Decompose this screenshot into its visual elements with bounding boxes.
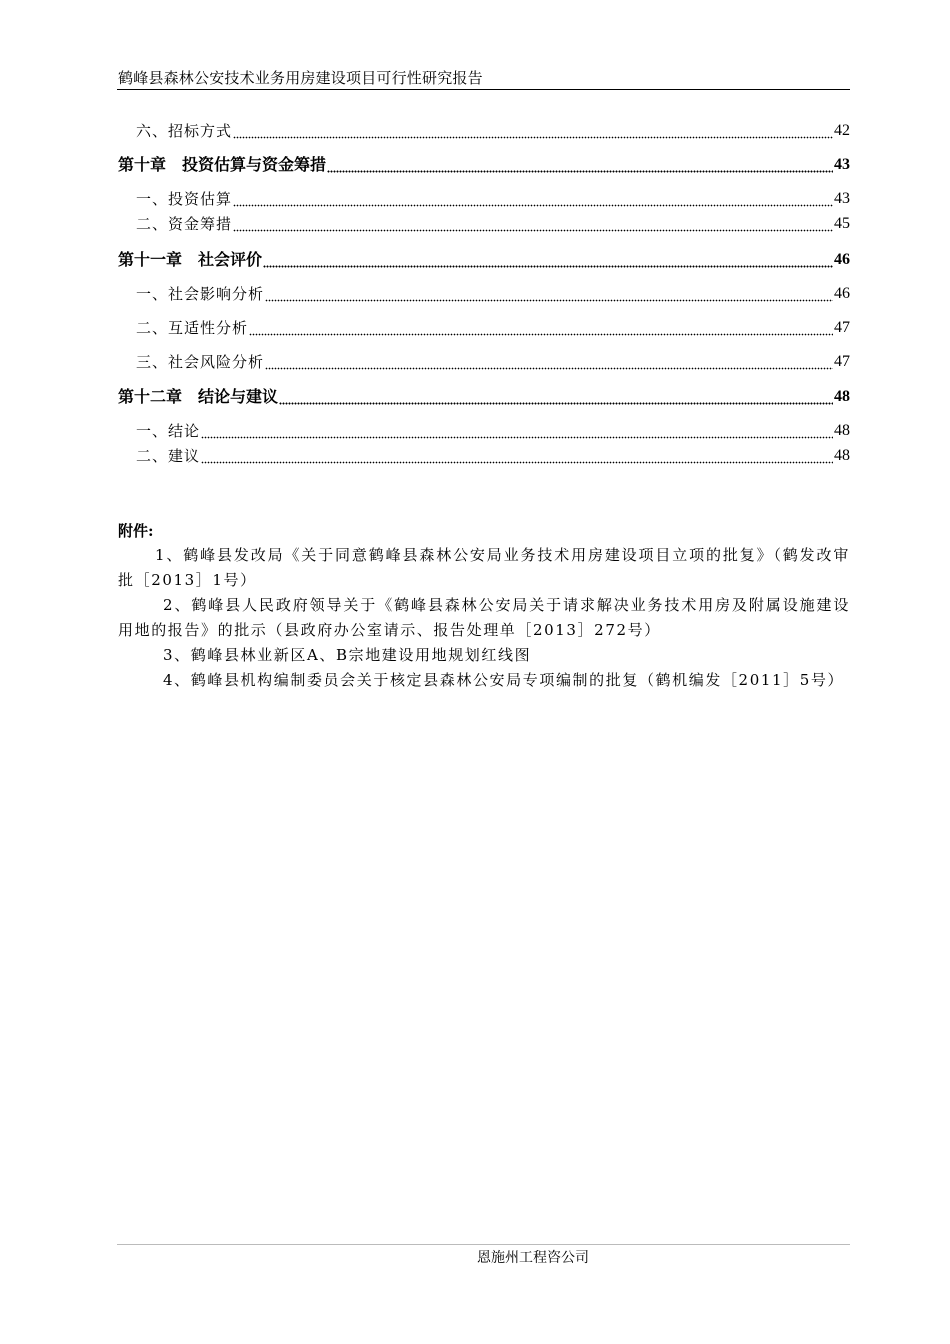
attachments-list bbox=[118, 543, 850, 693]
toc-entry-page: 47 bbox=[834, 319, 850, 336]
toc-entry-label: 第十一章 社会评价 bbox=[118, 250, 263, 269]
toc-entry-label: 一、社会影响分析 bbox=[136, 285, 265, 303]
attachment-item: 3、鹤峰县林业新区A、B宗地建设用地规划红线图 bbox=[163, 646, 532, 664]
toc-entry-page: 46 bbox=[834, 251, 850, 268]
toc-dot-leader bbox=[233, 189, 833, 209]
page-header-title: 鹤峰县森林公安技术业务用房建设项目可行性研究报告 bbox=[118, 69, 483, 87]
toc-entry-label: 六、招标方式 bbox=[136, 122, 233, 140]
toc-entry-page: 45 bbox=[834, 215, 850, 232]
toc-entry-label: 一、投资估算 bbox=[136, 190, 233, 208]
toc-dot-leader bbox=[201, 421, 833, 441]
toc-entry-label: 二、建议 bbox=[136, 447, 201, 465]
footer-rule bbox=[117, 1244, 850, 1245]
toc-entry[interactable] bbox=[118, 316, 850, 338]
toc-entry[interactable] bbox=[118, 444, 850, 466]
toc-dot-leader bbox=[265, 284, 833, 304]
toc-entry-label: 第十二章 结论与建议 bbox=[118, 387, 279, 406]
toc-entry-label: 一、结论 bbox=[136, 422, 201, 440]
toc-entry-page: 46 bbox=[834, 285, 850, 302]
toc-entry-label: 二、资金筹措 bbox=[136, 215, 233, 233]
toc-dot-leader bbox=[249, 318, 833, 338]
header-rule bbox=[117, 89, 850, 90]
attachment-item: 4、鹤峰县机构编制委员会关于核定县森林公安局专项编制的批复（鹤机编发［2011］5号） bbox=[163, 671, 845, 689]
toc-dot-leader bbox=[233, 121, 833, 141]
footer-company-name: 恩施州工程咨公司 bbox=[477, 1250, 589, 1266]
toc-entry[interactable] bbox=[118, 419, 850, 441]
toc-entry-page: 42 bbox=[834, 122, 850, 139]
toc-dot-leader bbox=[263, 250, 833, 270]
toc-entry-label: 第十章 投资估算与资金筹措 bbox=[118, 155, 327, 174]
attachment-item: 2、鹤峰县人民政府领导关于《鹤峰县森林公安局关于请求解决业务技术用房及附属设施建设用地的报告》的批示（县政府办公室请示、报告处理单［2013］272号） bbox=[118, 596, 850, 639]
toc-entry[interactable] bbox=[118, 119, 850, 141]
toc-entry[interactable] bbox=[118, 350, 850, 372]
toc-entry-page: 47 bbox=[834, 353, 850, 370]
toc-entry-label: 二、互适性分析 bbox=[136, 319, 249, 337]
toc-chapter-entry[interactable] bbox=[118, 153, 850, 175]
toc-entry-page: 43 bbox=[834, 156, 850, 173]
toc-chapter-entry[interactable] bbox=[118, 248, 850, 270]
toc-dot-leader bbox=[265, 352, 833, 372]
toc-dot-leader bbox=[279, 387, 833, 407]
toc-entry[interactable] bbox=[118, 282, 850, 304]
toc-entry-page: 48 bbox=[834, 388, 850, 405]
attachments-heading: 附件: bbox=[118, 522, 154, 540]
toc-entry-page: 48 bbox=[834, 422, 850, 439]
toc-entry[interactable] bbox=[118, 212, 850, 234]
toc-chapter-entry[interactable] bbox=[118, 385, 850, 407]
toc-entry-label: 三、社会风险分析 bbox=[136, 353, 265, 371]
toc-entry-page: 43 bbox=[834, 190, 850, 207]
toc-entry[interactable] bbox=[118, 187, 850, 209]
toc-dot-leader bbox=[327, 155, 833, 175]
toc-entry-page: 48 bbox=[834, 447, 850, 464]
toc-dot-leader bbox=[233, 214, 833, 234]
toc-dot-leader bbox=[201, 446, 833, 466]
attachment-item: 1、鹤峰县发改局《关于同意鹤峰县森林公安局业务技术用房建设项目立项的批复》（鹤发改审批［2013］1号） bbox=[118, 546, 850, 589]
